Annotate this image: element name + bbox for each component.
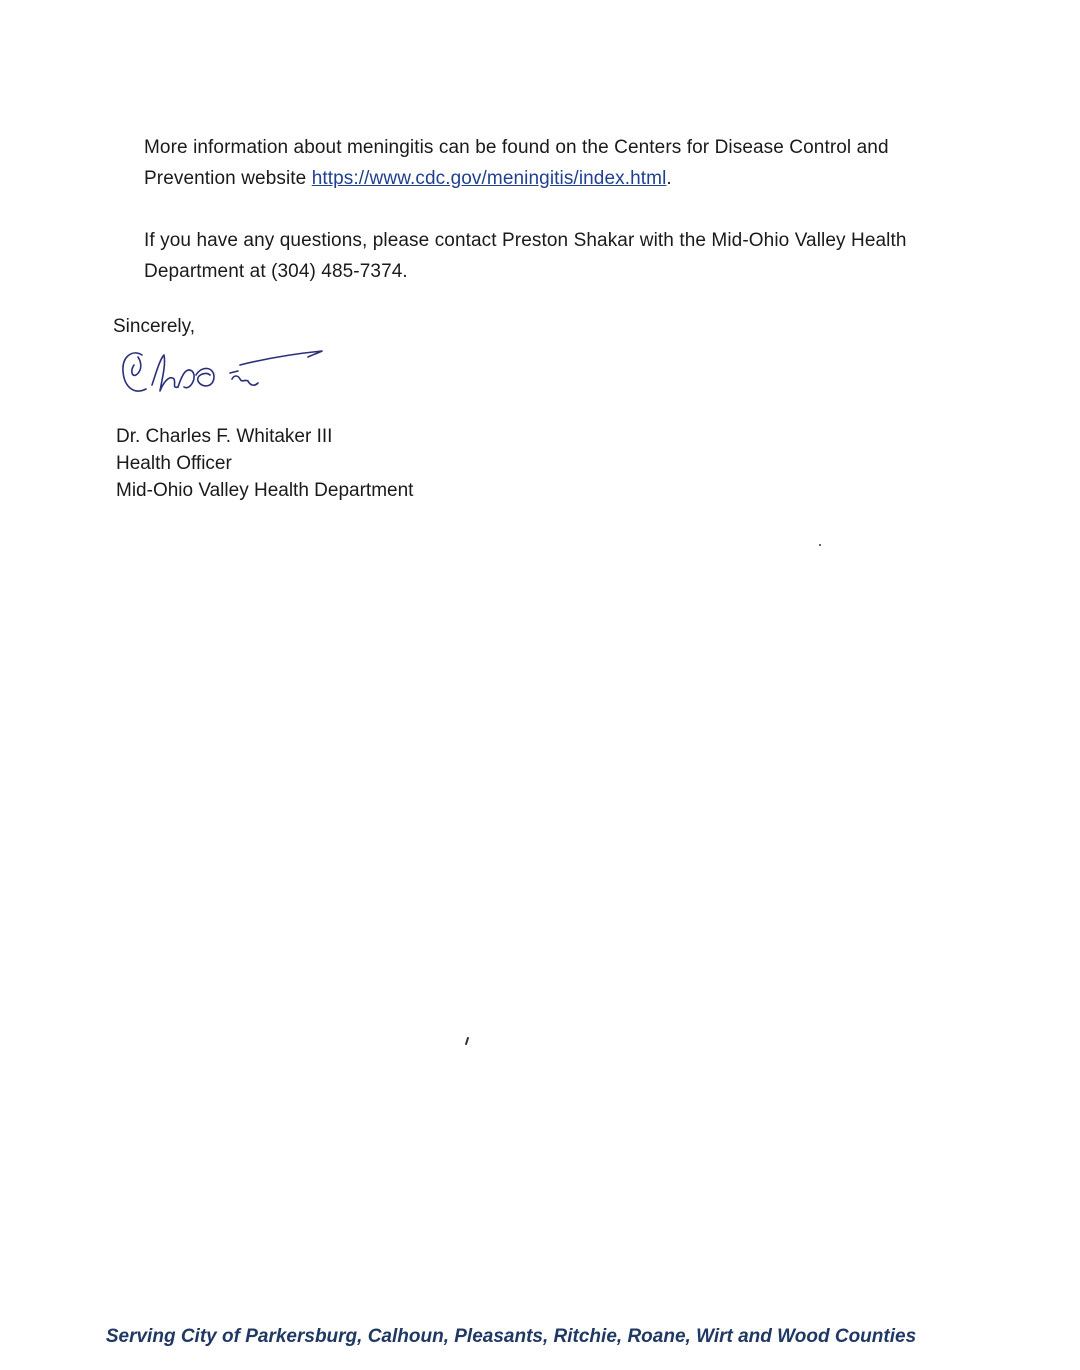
contact-paragraph: If you have any questions, please contact Preston Shakar with the Mid-Ohio Valley Health Department at (304) 485-7374. xyxy=(144,230,907,282)
signer-name: Dr. Charles F. Whitaker III xyxy=(116,426,333,447)
meningitis-info-period: . xyxy=(666,168,672,189)
signature-block xyxy=(116,423,413,504)
scan-speck xyxy=(819,544,821,546)
meningitis-info-paragraph xyxy=(144,132,944,194)
meningitis-info-text: More information about meningitis can be found on the Centers for Disease Control and Prevention website xyxy=(144,137,889,189)
footer-service-area: Serving City of Parkersburg, Calhoun, Pleasants, Ritchie, Roane, Wirt and Wood Counties xyxy=(105,1326,917,1347)
signer-organization: Mid-Ohio Valley Health Department xyxy=(116,480,414,501)
closing-salutation: Sincerely, xyxy=(113,316,196,337)
cdc-meningitis-link[interactable]: https://www.cdc.gov/meningitis/index.html xyxy=(311,168,667,189)
scan-speck xyxy=(465,1037,469,1045)
signer-title: Health Officer xyxy=(116,453,232,474)
handwritten-signature xyxy=(112,335,342,413)
